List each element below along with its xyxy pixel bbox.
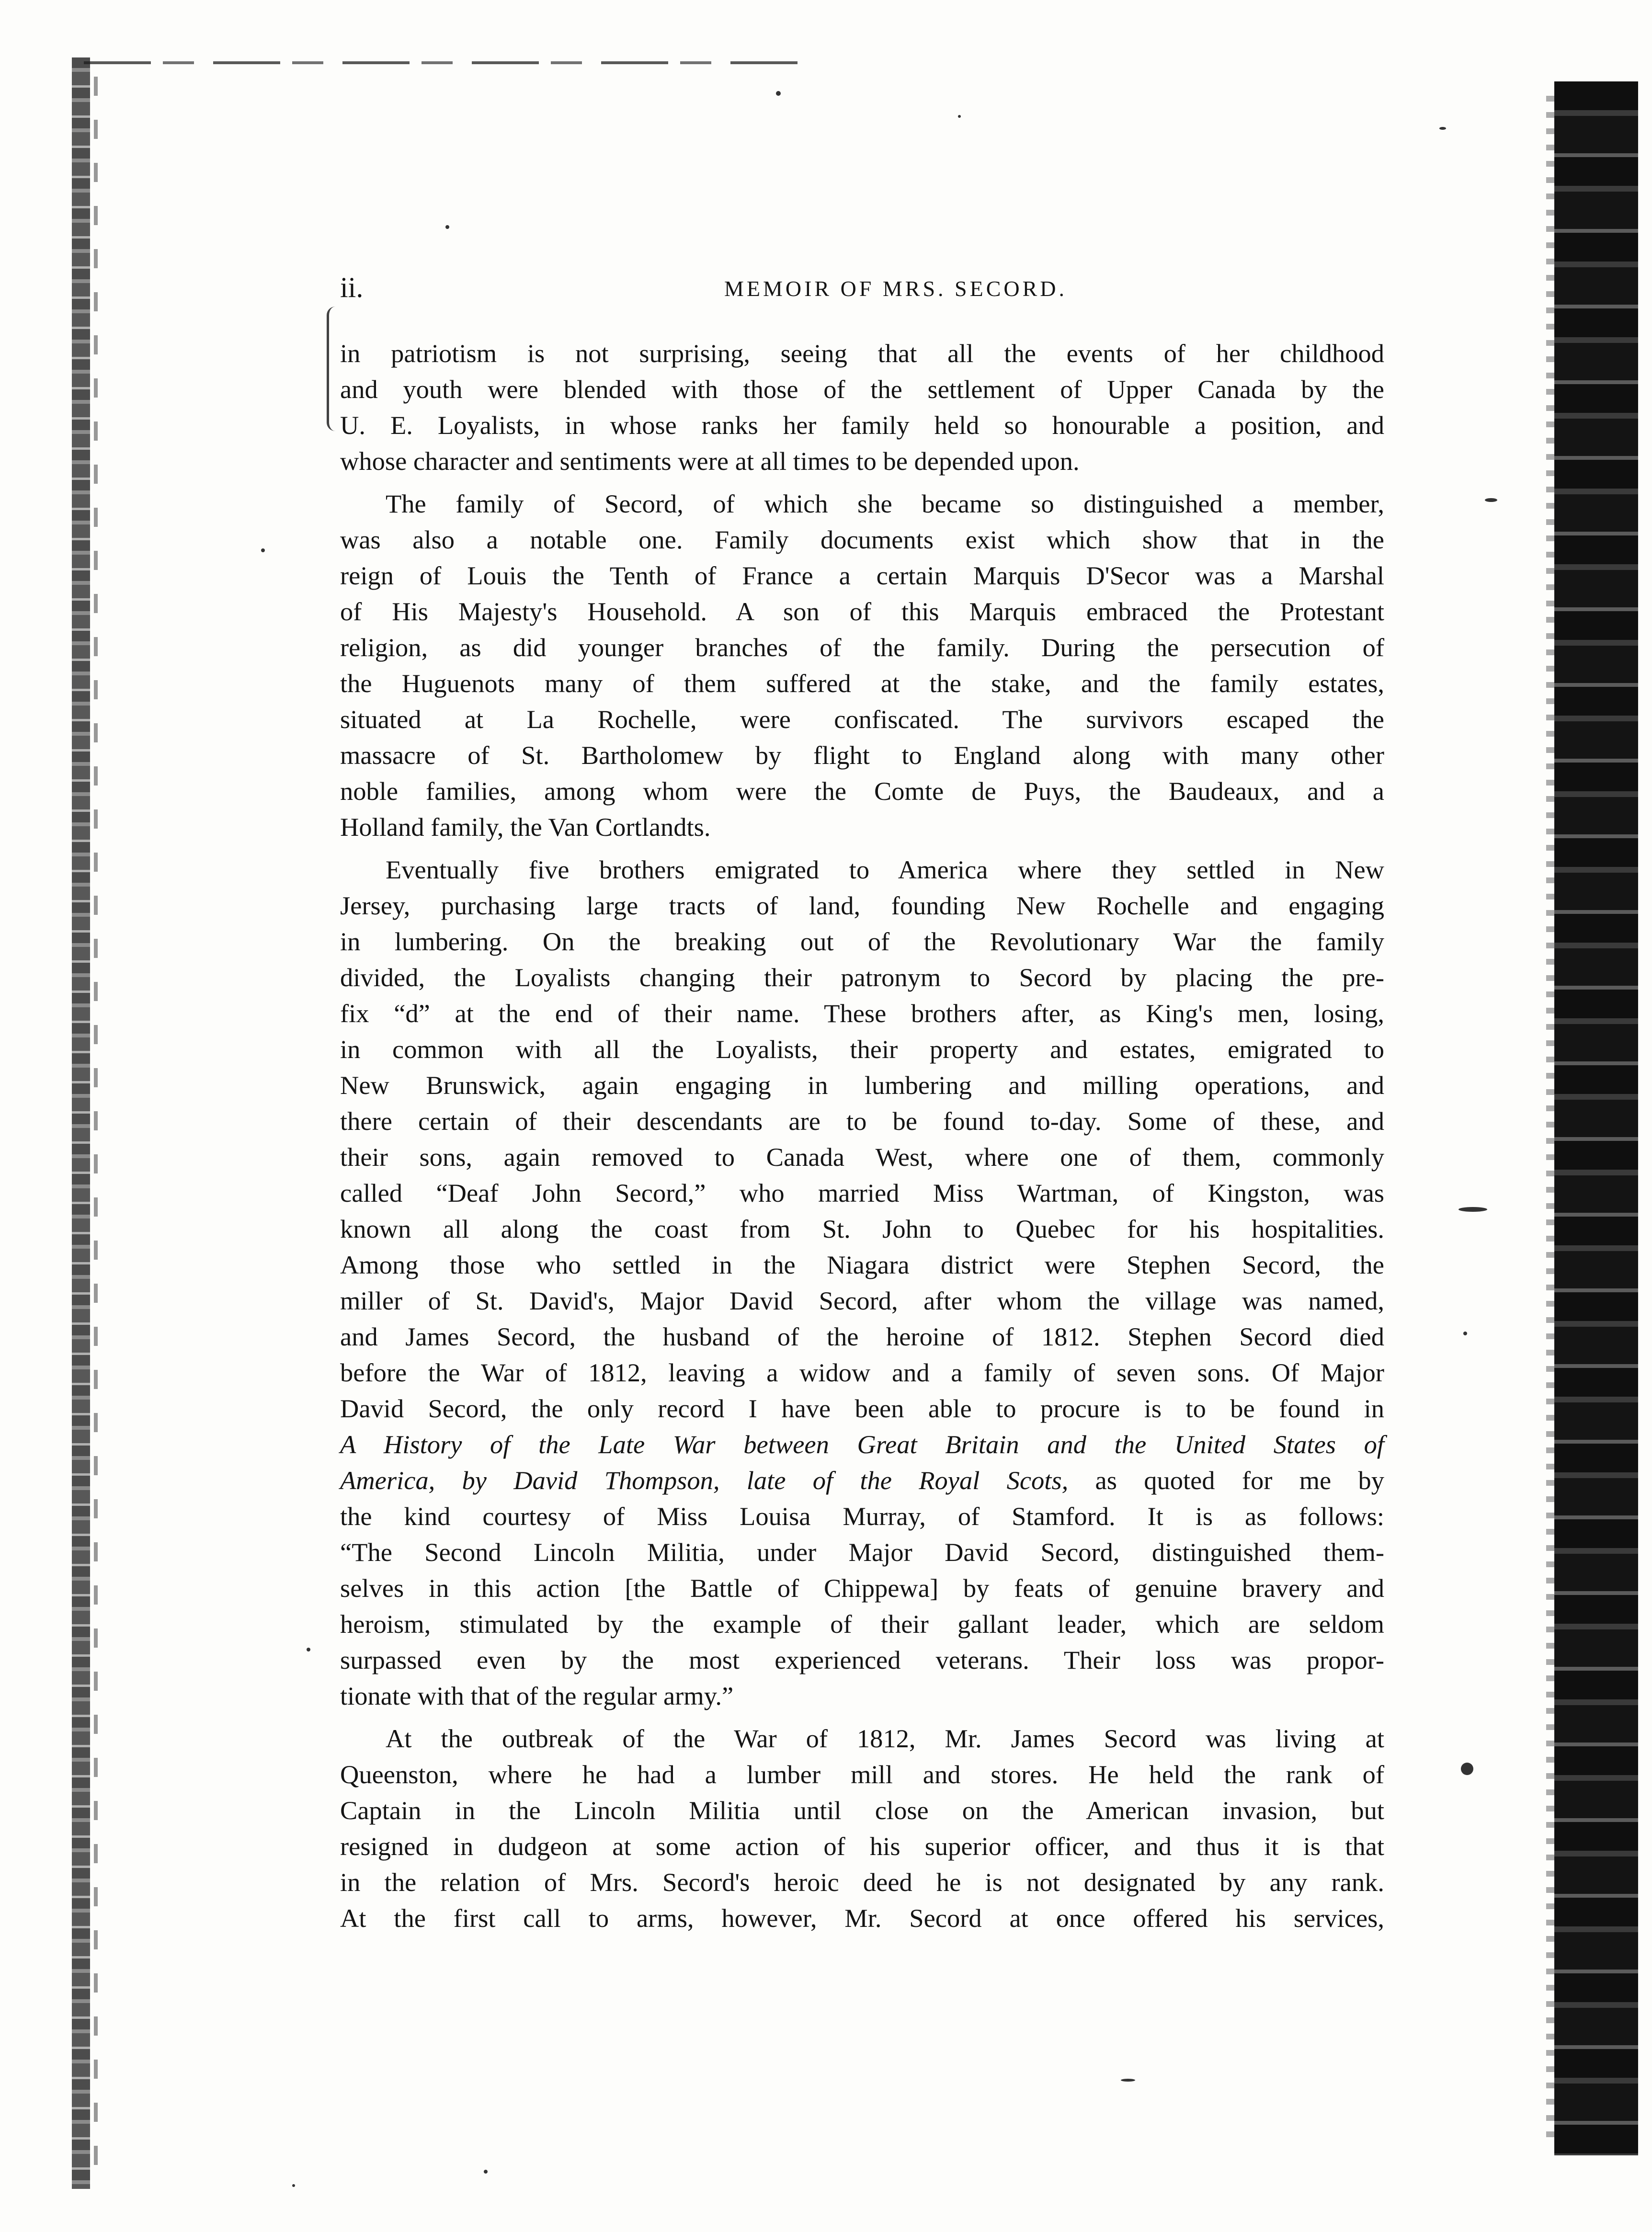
text-line: reign of Louis the Tenth of France a certain Marquis D'Secor was a Marshal (340, 561, 1384, 590)
scan-left-binding-edge (72, 57, 90, 2189)
text-line: there certain of their descendants are to be found to-day. Some of these, and (340, 1106, 1384, 1136)
text-line: religion, as did younger branches of the family. During the persecution of (340, 633, 1384, 662)
text-line (340, 1462, 1384, 1498)
text-line: in common with all the Loyalists, their property and estates, emigrated to (340, 1035, 1384, 1064)
text-line: situated at La Rochelle, were confiscated. The survivors escaped the (340, 705, 1384, 734)
quote-line: heroism, stimulated by the example of their gallant leader, which are seldom (340, 1609, 1384, 1639)
book-title-line: A History of the Late War between Great Britain and the United States of (340, 1430, 1384, 1459)
page-number: ii. (340, 272, 364, 303)
paragraph (340, 486, 1384, 845)
text-line: before the War of 1812, leaving a widow and a family of seven sons. Of Major (340, 1358, 1384, 1387)
scan-speck (307, 1648, 310, 1651)
text-line: and James Secord, the husband of the heroine of 1812. Stephen Secord died (340, 1322, 1384, 1351)
scan-speck (958, 115, 961, 118)
quote-line: “The Second Lincoln Militia, under Major David Secord, distinguished them- (340, 1537, 1384, 1567)
scan-speck (445, 225, 449, 229)
text-line: At the outbreak of the War of 1812, Mr. James Secord was living at (386, 1724, 1384, 1753)
scan-speck (484, 2170, 488, 2174)
text-line: their sons, again removed to Canada West, where one of them, commonly (340, 1142, 1384, 1172)
scan-speck (1439, 127, 1446, 130)
text-line: New Brunswick, again engaging in lumbering and milling operations, and (340, 1070, 1384, 1100)
text-line: Among those who settled in the Niagara district were Stephen Secord, the (340, 1250, 1384, 1279)
text-line: Captain in the Lincoln Militia until close on the American invasion, but (340, 1796, 1384, 1825)
quote-line: tionate with that of the regular army.” (340, 1681, 734, 1710)
scan-left-binding-shadow (94, 77, 98, 2175)
book-title-line: America, by David Thompson, late of the Royal Scots, (340, 1466, 1069, 1495)
text-line: in lumbering. On the breaking out of the Revolutionary War the family (340, 927, 1384, 956)
text-line: David Secord, the only record I have been able to procure is to be found in (340, 1394, 1384, 1423)
text-line: whose character and sentiments were at all times to be depended upon. (340, 446, 1080, 476)
text-line: the Huguenots many of them suffered at the stake, and the family estates, (340, 669, 1384, 698)
paragraph (340, 1720, 1384, 1936)
scan-speck (1463, 1332, 1467, 1335)
text-line: of His Majesty's Household. A son of this Marquis embraced the Protestant (340, 597, 1384, 626)
quote-line: selves in this action [the Battle of Chippewa] by feats of genuine bravery and (340, 1573, 1384, 1603)
text-line: was also a notable one. Family documents exist which show that in the (340, 525, 1384, 554)
text-run: as quoted for me by (1068, 1466, 1384, 1495)
text-line: The family of Secord, of which she became so distinguished a member, (386, 489, 1384, 518)
text-line: U. E. Loyalists, in whose ranks her family held so honourable a position, and (340, 410, 1384, 440)
page-header (340, 268, 1451, 307)
text-line: called “Deaf John Secord,” who married Miss Wartman, of Kingston, was (340, 1178, 1384, 1207)
scan-speck (1485, 498, 1497, 502)
text-line: resigned in dudgeon at some action of his superior officer, and thus it is that (340, 1832, 1384, 1861)
text-line: Holland family, the Van Cortlandts. (340, 812, 711, 842)
scan-speck (261, 548, 265, 552)
text-line: Queenston, where he had a lumber mill and stores. He held the rank of (340, 1760, 1384, 1789)
text-line: and youth were blended with those of the settlement of Upper Canada by the (340, 375, 1384, 404)
body-text (340, 335, 1384, 1936)
text-line: massacre of St. Bartholomew by flight to England along with many other (340, 740, 1384, 770)
quote-line: surpassed even by the most experienced veterans. Their loss was propor- (340, 1645, 1384, 1674)
text-line: Eventually five brothers emigrated to America where they settled in New (386, 855, 1384, 884)
text-line: fix “d” at the end of their name. These brothers after, as King's men, losing, (340, 999, 1384, 1028)
scan-speck (292, 2184, 295, 2187)
scan-top-edge (84, 61, 802, 64)
paragraph (340, 335, 1384, 479)
scan-speck (1121, 2079, 1135, 2082)
text-line: At the first call to arms, however, Mr. Secord at once offered his services, (340, 1903, 1384, 1933)
text-line: in patriotism is not surprising, seeing that all the events of her childhood (340, 339, 1384, 368)
text-line: in the relation of Mrs. Secord's heroic deed he is not designated by any rank. (340, 1868, 1384, 1897)
scan-right-binding-edge (1554, 81, 1638, 2155)
scan-speck (1461, 1763, 1473, 1775)
text-line: known all along the coast from St. John to Quebec for his hospitalities. (340, 1214, 1384, 1243)
paragraph (340, 852, 1384, 1714)
text-line: noble families, among whom were the Comte de Puys, the Baudeaux, and a (340, 776, 1384, 806)
text-line: miller of St. David's, Major David Secord, after whom the village was named, (340, 1286, 1384, 1315)
scan-speck (776, 91, 781, 96)
text-line: Jersey, purchasing large tracts of land, founding New Rochelle and engaging (340, 891, 1384, 920)
text-line: the kind courtesy of Miss Louisa Murray, of Stamford. It is as follows: (340, 1502, 1384, 1531)
running-head: MEMOIR OF MRS. SECORD. (724, 276, 1068, 301)
scan-speck (1458, 1207, 1487, 1212)
text-line: divided, the Loyalists changing their patronym to Secord by placing the pre- (340, 963, 1384, 992)
